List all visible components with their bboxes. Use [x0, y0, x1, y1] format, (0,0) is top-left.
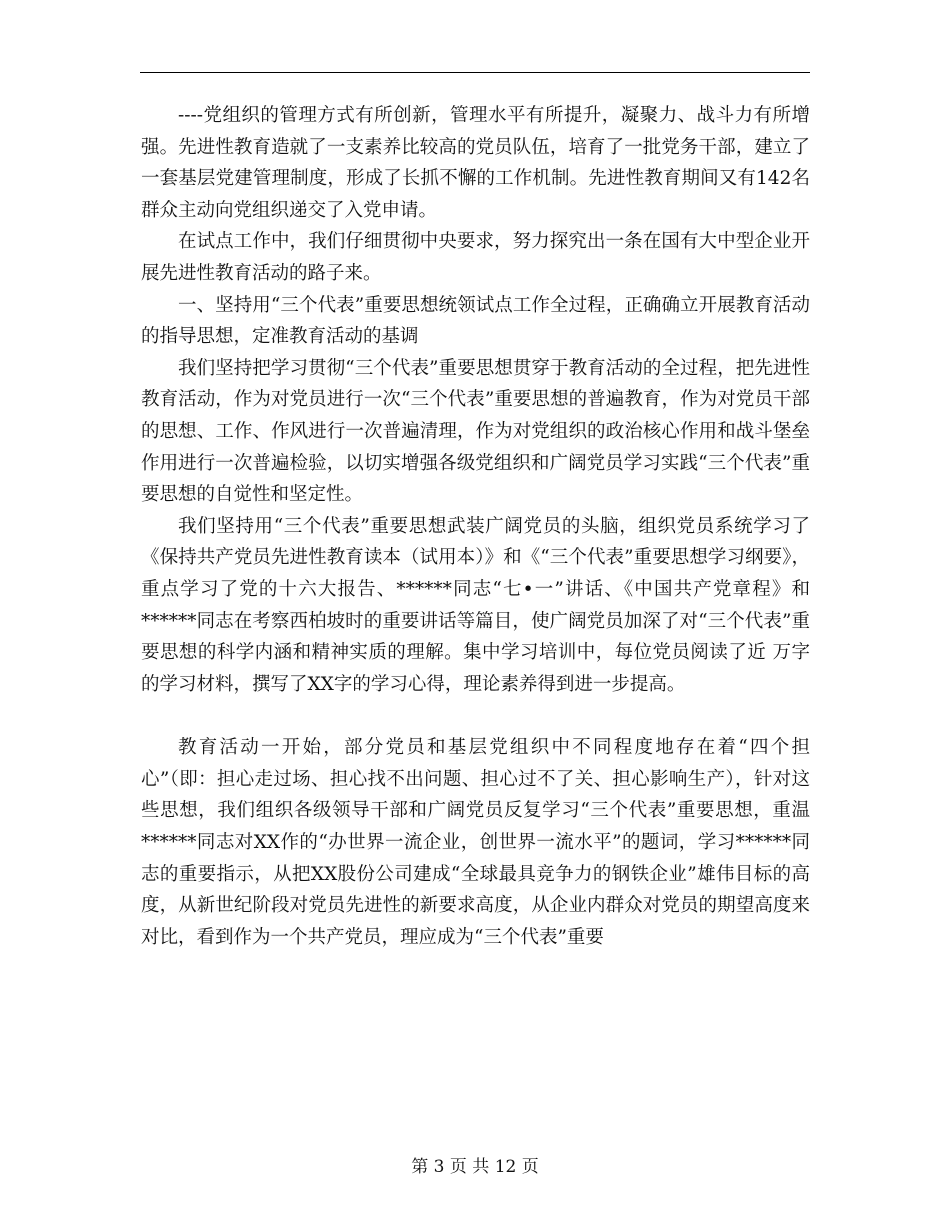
paragraph: ----党组织的管理方式有所创新，管理水平有所提升，凝聚力、战斗力有所增强。先进性教育造就了一支素养比较高的党员队伍，培育了一批党务干部，建立了一套基层党建管理制度，形成了长抓不懈的工作机制。先进性教育期间又有142名群众主动向党组织递交了入党申请。 — [141, 105, 810, 221]
paragraph: 在试点工作中，我们仔细贯彻中央要求，努力探究出一条在国有大中型企业开展先进性教育活动的路子来。 — [141, 231, 810, 284]
header-rule — [140, 72, 810, 73]
paragraph: 我们坚持用“三个代表”重要思想武装广阔党员的头脑，组织党员系统学习了《保持共产党员先进性教育读本（试用本）》和《“三个代表”重要思想学习纲要》，重点学习了党的十六大报告、******同志“七•一”讲话、《中国共产党章程》和******同志在考察西柏坡时的重要讲话等篇目，使广阔党员加深了对“三个代表”重要思想的科学内涵和精神实质的理解。集中学习培训中，每位党员阅读了近 万字的学习材料，撰写了XX字的学习心得，理论素养得到进一步提高。 — [141, 515, 810, 695]
section-heading: 一、坚持用“三个代表”重要思想统领试点工作全过程，正确确立开展教育活动的指导思想，定准教育活动的基调 — [141, 294, 810, 348]
paragraph: 教育活动一开始，部分党员和基层党组织中不同程度地存在着“四个担心”（即：担心走过场、担心找不出问题、担心过不了关、担心影响生产），针对这些思想，我们组织各级领导干部和广阔党员反复学习“三个代表”重要思想，重温******同志对XX作的“办世界一流企业，创世界一流水平”的题词，学习******同志的重要指示，从把XX股份公司建成“全球最具竞争力的钢铁企业”雄伟目标的高度，从新世纪阶段对党员先进性的新要求高度，从企业内群众对党员的期望高度来对比，看到作为一个共产党员，理应成为“三个代表”重要 — [141, 737, 810, 948]
page-number: 第 3 页 共 12 页 — [411, 1157, 539, 1177]
paragraph: 我们坚持把学习贯彻“三个代表”重要思想贯穿于教育活动的全过程，把先进性教育活动，作为对党员进行一次“三个代表”重要思想的普遍教育，作为对党员干部的思想、工作、作风进行一次普遍清理，作为对党组织的政治核心作用和战斗堡垒作用进行一次普遍检验，以切实增强各级党组织和广阔党员学习实践“三个代表”重要思想的自觉性和坚定性。 — [141, 357, 810, 506]
document-body — [141, 100, 810, 953]
